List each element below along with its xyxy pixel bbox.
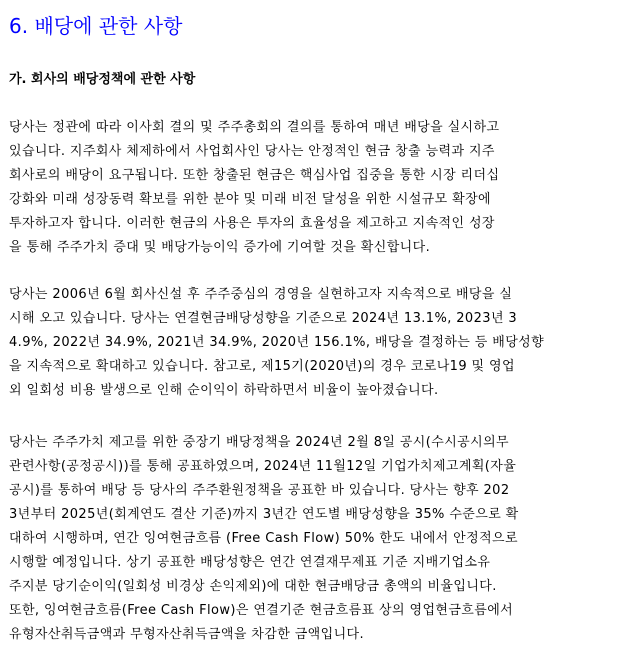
- subsection-title: 가. 회사의 배당정책에 관한 사항: [9, 72, 196, 87]
- text-line: 당사는 주주가치 제고를 위한 중장기 배당정책을 2024년 2월 8일 공시(수시공시의무: [9, 435, 509, 450]
- text-line: 시해 오고 있습니다. 당사는 연결현금배당성향을 기준으로 2024년 13.1%, 2023년 3: [9, 311, 518, 326]
- section-title: 6. 배당에 관한 사항: [9, 14, 183, 38]
- text-line: 있습니다. 지주회사 체제하에서 사업회사인 당사는 안정적인 현금 창출 능력과 지주: [9, 144, 495, 159]
- text-line: 외 일회성 비용 발생으로 인해 순이익이 하락하면서 비율이 높아졌습니다.: [9, 383, 439, 398]
- paragraph-midterm-dividend-policy: [9, 431, 609, 647]
- text-line: 주지분 당기순이익(일회성 비경상 손익제외)에 대한 현금배당금 총액의 비율입니다.: [9, 579, 497, 594]
- text-line: 대하여 시행하며, 연간 잉여현금흐름 (Free Cash Flow) 50% 한도 내에서 안정적으로: [9, 531, 518, 546]
- text-line: 공시)를 통하여 배당 등 당사의 주주환원정책을 공표한 바 있습니다. 당사는 향후 202: [9, 483, 510, 498]
- text-line: 당사는 정관에 따라 이사회 결의 및 주주총회의 결의를 통하여 매년 배당을 실시하고: [9, 120, 500, 135]
- text-line: 또한, 잉여현금흐름(Free Cash Flow)은 연결기준 현금흐름표 상의 영업현금흐름에서: [9, 603, 514, 618]
- text-line: 을 지속적으로 확대하고 있습니다. 참고로, 제15기(2020년)의 경우 코로나19 및 영업: [9, 359, 515, 374]
- paragraph-dividend-policy-overview: [9, 116, 609, 260]
- text-line: 관련사항(공정공시))를 통해 공표하였으며, 2024년 11월12일 기업가치제고계획(자율: [9, 459, 517, 474]
- text-line: 회사로의 배당이 요구됩니다. 또한 창출된 현금은 핵심사업 집중을 통한 시장 리더십: [9, 168, 500, 183]
- text-line: 강화와 미래 성장동력 확보를 위한 분야 및 미래 비전 달성을 위한 시설규모 확장에: [9, 192, 492, 207]
- text-line: 을 통해 주주가치 증대 및 배당가능이익 증가에 기여할 것을 확신합니다.: [9, 240, 431, 255]
- text-line: 투자하고자 합니다. 이러한 현금의 사용은 투자의 효율성을 제고하고 지속적인 성장: [9, 216, 495, 231]
- text-line: 유형자산취득금액과 무형자산취득금액을 차감한 금액입니다.: [9, 627, 365, 642]
- paragraph-dividend-history: [9, 283, 609, 403]
- text-line: 시행할 예정입니다. 상기 공표한 배당성향은 연간 연결재무제표 기준 지배기업소유: [9, 555, 491, 570]
- text-line: 4.9%, 2022년 34.9%, 2021년 34.9%, 2020년 156.1%, 배당을 결정하는 등 배당성향: [9, 335, 545, 350]
- text-line: 3년부터 2025년(회계연도 결산 기준)까지 3년간 연도별 배당성향을 35% 수준으로 확: [9, 507, 519, 522]
- text-line: 당사는 2006년 6월 회사신설 후 주주중심의 경영을 실현하고자 지속적으로 배당을 실: [9, 287, 513, 302]
